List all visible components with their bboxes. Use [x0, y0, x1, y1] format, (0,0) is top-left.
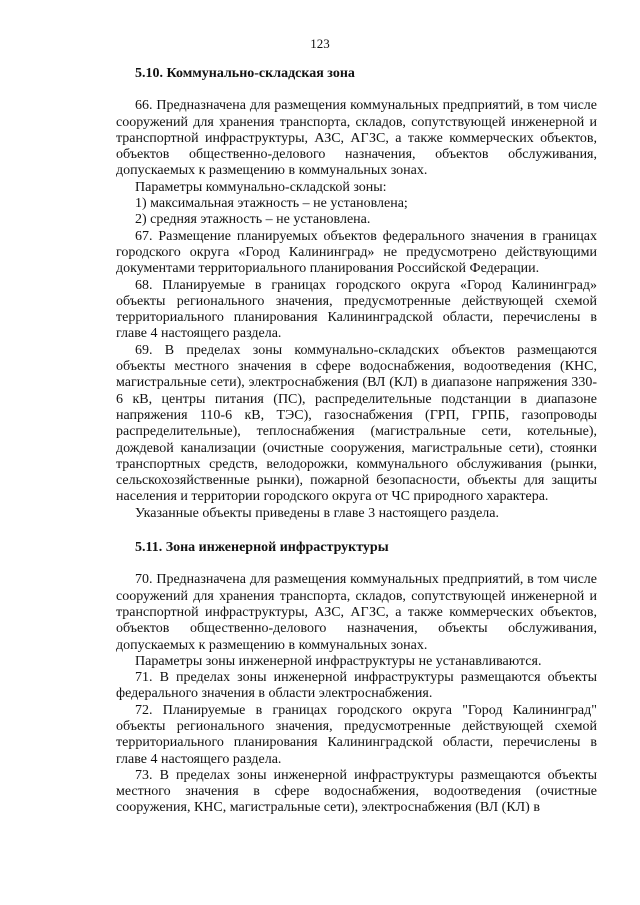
document-body: [116, 66, 597, 817]
section-5-10: [116, 66, 597, 522]
paragraph: 66. Предназначена для размещения коммунальных предприятий, в том числе сооружений для хранения транспорта, складов, сопутствующей инженерной и транспортной инфраструктуры, АЗС, АГЗС, а также коммерческих объектов, объектов общественно-делового назначения, объектов обслуживания, допускаемых к размещению в коммунальных зонах.: [116, 98, 597, 179]
paragraph: 67. Размещение планируемых объектов федерального значения в границах городского округа «Город Калининград» не предусмотрено действующими документами территориального планирования Российской Федерации.: [116, 228, 597, 277]
paragraph: Параметры зоны инженерной инфраструктуры не устанавливаются.: [135, 653, 542, 669]
paragraph: Указанные объекты приведены в главе 3 настоящего раздела.: [135, 505, 500, 521]
section-heading: 5.10. Коммунально-складская зона: [135, 66, 355, 81]
paragraph: 68. Планируемые в границах городского округа «Город Калининград» объекты регионального значения, предусмотренные действующей схемой территориального планирования Калининградской области, перечислены в главе 4 настоящего раздела.: [116, 277, 597, 342]
list-item: 2) средняя этажность – не установлена.: [135, 212, 371, 228]
paragraph: Параметры коммунально-складской зоны:: [135, 179, 387, 195]
paragraph: 72. Планируемые в границах городского округа "Город Калининград" объекты регионального значения, предусмотренные действующей схемой территориального планирования Калининградской области, перечислены в главе 4 настоящего раздела.: [116, 702, 597, 767]
paragraph: 69. В пределах зоны коммунально-складских объектов размещаются объекты местного значения в сфере водоснабжения, водоотведения (КНС, магистральные сети), электроснабжения (ВЛ (КЛ) в диапазоне напряжения 330-6 кВ, центры питания (ПС), распределительные подстанции в диапазоне напряжения 110-6 кВ, ТЭС), газоснабжения (ГРП, ГРПБ, газопроводы распределительные), теплоснабжения (магистральные сети, котельные), дождевой канализации (очистные сооружения, магистральные сети), стоянки транспортных средств, велодорожки, коммунального обслуживания (рынки, сельскохозяйственные рынки), пожарной безопасности, объекты для защиты населения и территории городского округа от ЧС природного характера.: [116, 342, 597, 505]
section-heading: 5.11. Зона инженерной инфраструктуры: [135, 540, 389, 556]
paragraph: 73. В пределах зоны инженерной инфраструктуры размещаются объекты местного значения в сфере водоснабжения, водоотведения (очистные сооружения, КНС, магистральные сети), электроснабжения (ВЛ (КЛ) в: [116, 767, 597, 816]
paragraph: 71. В пределах зоны инженерной инфраструктуры размещаются объекты федерального значения в области электроснабжения.: [116, 670, 597, 702]
page-number: 123: [310, 36, 330, 51]
section-5-11: [116, 540, 597, 817]
list-item: 1) максимальная этажность – не установлена;: [135, 196, 408, 212]
paragraph: 70. Предназначена для размещения коммунальных предприятий, в том числе сооружений для хранения транспорта, складов, сопутствующей инженерной и транспортной инфраструктуры, АЗС, АГЗС, а также коммерческих объектов, объектов общественно-делового назначения, объекты обслуживания, допускаемых к размещению в коммунальных зонах.: [116, 572, 597, 653]
